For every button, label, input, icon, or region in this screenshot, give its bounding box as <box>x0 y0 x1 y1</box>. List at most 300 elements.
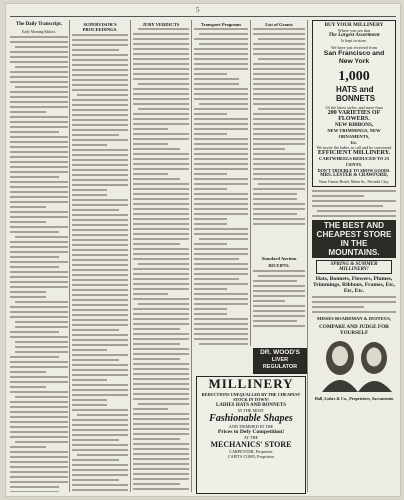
buy-line-4: Is kept in store. <box>341 38 367 43</box>
text-line <box>10 181 68 183</box>
text-line <box>312 296 396 298</box>
text-line <box>258 58 305 60</box>
text-line <box>194 328 248 330</box>
text-line <box>72 49 119 51</box>
text-line <box>72 204 128 206</box>
column-4-heading: Transport Programs <box>200 22 242 27</box>
text-line <box>253 218 305 220</box>
text-line <box>253 63 305 65</box>
buy-line-3: The Largest Assortment <box>328 32 380 38</box>
text-line <box>133 323 189 325</box>
text-line <box>72 69 128 71</box>
text-line <box>10 481 68 483</box>
text-line <box>15 66 68 68</box>
text-line <box>258 275 305 277</box>
text-line <box>72 84 128 86</box>
text-line <box>258 38 305 40</box>
mrs-lester: MRS. LESTER & CRAWFORD, <box>320 173 388 179</box>
text-line <box>72 439 119 441</box>
cartwheels: CARTWHEELS REDUCED TO 25 CENTS. <box>319 156 389 168</box>
text-line <box>10 491 59 492</box>
text-line <box>253 188 305 190</box>
text-line <box>10 466 68 468</box>
text-line <box>10 221 46 223</box>
text-line <box>10 451 68 453</box>
bonnets-label: BONNETS <box>335 93 376 103</box>
efficient-millinery: EFFICIENT MILLINERY. <box>317 149 391 157</box>
text-line <box>10 436 68 438</box>
column-5-heading: List of Grants <box>265 22 293 27</box>
text-line <box>133 213 189 215</box>
footer-ad: Hall, Luhrs & Co., Proprietors, Sacramento <box>314 396 394 402</box>
text-line <box>133 433 189 435</box>
text-line <box>253 123 305 125</box>
text-line <box>133 443 189 445</box>
millinery-line-3: IN THE MOST <box>237 408 265 413</box>
text-line <box>133 113 189 115</box>
text-line <box>72 299 128 301</box>
text-line <box>194 213 248 215</box>
text-line <box>194 148 248 150</box>
ad-column <box>310 20 398 492</box>
text-line <box>72 39 128 41</box>
text-line <box>72 119 128 121</box>
text-line <box>10 271 68 273</box>
text-line <box>10 206 46 208</box>
text-line <box>72 114 128 116</box>
text-line <box>72 334 128 336</box>
text-line <box>72 194 107 196</box>
text-line <box>10 116 68 118</box>
text-line <box>199 103 248 105</box>
text-line <box>72 274 128 276</box>
text-line <box>133 68 189 70</box>
text-line <box>133 143 168 145</box>
text-line <box>194 143 248 145</box>
mechanics-store: MECHANICS' STORE <box>210 440 292 449</box>
text-line <box>133 378 189 380</box>
text-line <box>72 169 128 171</box>
hats-bonnets <box>336 86 375 103</box>
text-line <box>194 298 248 300</box>
text-line <box>133 228 189 230</box>
text-line <box>194 308 227 310</box>
text-line <box>253 320 297 322</box>
text-line <box>194 248 248 250</box>
text-line <box>312 195 364 197</box>
text-line <box>10 366 68 368</box>
text-line <box>72 104 128 106</box>
text-line <box>312 306 364 308</box>
purchases-line: We have just received from <box>331 45 377 50</box>
text-line <box>133 473 189 475</box>
text-line <box>72 484 128 486</box>
text-line <box>10 186 68 188</box>
text-line <box>194 198 248 200</box>
text-line <box>194 173 227 175</box>
text-line <box>133 243 180 245</box>
text-line <box>133 78 189 80</box>
text-line <box>138 303 189 305</box>
text-line <box>138 28 189 30</box>
text-line <box>133 348 189 350</box>
text-line <box>72 224 128 226</box>
text-line <box>194 258 239 260</box>
text-line <box>10 61 68 63</box>
text-line <box>10 391 68 393</box>
text-line <box>138 108 189 110</box>
text-line <box>72 244 128 246</box>
text-line <box>194 78 239 80</box>
text-line <box>194 193 248 195</box>
text-line <box>253 178 305 180</box>
sf-ny-line: San Francisco and New York <box>323 50 385 65</box>
column-6 <box>253 254 305 344</box>
text-line <box>199 238 248 240</box>
text-line <box>133 193 189 195</box>
text-line <box>72 239 128 241</box>
hats-bonnets-block <box>316 67 392 103</box>
text-line <box>133 238 189 240</box>
text-line <box>72 209 119 211</box>
text-line <box>253 300 285 302</box>
text-line <box>10 96 68 98</box>
text-line <box>10 316 68 318</box>
text-line <box>133 463 189 465</box>
text-line <box>72 229 128 231</box>
text-line <box>133 168 189 170</box>
invite-line: We invite the ladies to call and be convinced <box>316 145 392 151</box>
text-line <box>253 88 305 90</box>
text-line <box>253 83 305 85</box>
text-line <box>10 281 68 283</box>
page-number: 5 <box>196 6 200 14</box>
text-line <box>10 471 68 473</box>
text-line <box>10 196 68 198</box>
text-line <box>194 168 248 170</box>
column-rule <box>191 20 192 492</box>
text-line <box>194 318 248 320</box>
text-line <box>253 28 305 30</box>
text-line <box>72 359 119 361</box>
text-line <box>133 138 189 140</box>
text-line <box>194 293 248 295</box>
text-line <box>72 34 128 36</box>
text-line <box>194 278 239 280</box>
text-line <box>10 331 59 333</box>
text-line <box>10 146 68 148</box>
text-line <box>133 413 189 415</box>
column-rule <box>130 20 131 492</box>
column-2-text <box>72 34 128 492</box>
text-line <box>72 459 119 461</box>
text-line <box>312 215 396 217</box>
text-line <box>253 118 305 120</box>
text-line <box>72 219 128 221</box>
column-1-subheading: Early Morning Edition. <box>22 30 56 34</box>
text-line <box>133 233 189 235</box>
text-line <box>72 304 128 306</box>
text-line <box>15 326 68 328</box>
text-line <box>133 338 189 340</box>
new-ribbons: NEW RIBBONS, <box>334 122 374 129</box>
text-line <box>72 389 128 391</box>
text-line <box>133 48 189 50</box>
text-line <box>133 188 189 190</box>
hats-line: Hats, Bonnets, Flowers, Plumes, Trimmings, Ribbons, Frames, Etc, Etc, Etc. <box>312 276 396 295</box>
text-line <box>133 253 189 255</box>
text-line <box>10 306 68 308</box>
text-line <box>133 333 189 335</box>
text-line <box>312 311 396 313</box>
buy-millinery-ad <box>312 20 396 187</box>
text-line <box>10 81 68 83</box>
text-line <box>133 328 180 330</box>
text-line <box>72 449 128 451</box>
text-line <box>15 346 68 348</box>
text-line <box>10 91 68 93</box>
text-line <box>138 83 189 85</box>
text-line <box>10 36 68 38</box>
text-line <box>194 303 248 305</box>
column-1 <box>10 20 68 492</box>
text-line <box>10 226 68 228</box>
text-line <box>72 149 128 151</box>
text-line <box>10 201 68 203</box>
text-line <box>258 183 305 185</box>
text-line <box>72 369 128 371</box>
text-line <box>72 324 128 326</box>
text-line <box>194 188 227 190</box>
text-line <box>133 98 189 100</box>
text-line <box>253 148 285 150</box>
varieties: 200 VARIETIES OF FLOWERS. <box>327 110 381 123</box>
text-line <box>10 41 68 43</box>
text-line <box>10 106 68 108</box>
text-line <box>10 161 68 163</box>
text-line <box>194 108 248 110</box>
text-line <box>10 191 68 193</box>
text-line <box>133 153 189 155</box>
text-line <box>194 38 248 40</box>
text-line <box>10 421 68 423</box>
text-line <box>72 294 128 296</box>
text-line <box>133 248 189 250</box>
buy-title: BUY YOUR MILLINERY <box>324 22 384 28</box>
text-line <box>72 339 128 341</box>
text-line <box>133 428 189 430</box>
text-line <box>253 173 305 175</box>
text-line <box>194 73 227 75</box>
text-line <box>72 164 128 166</box>
text-line <box>10 176 59 178</box>
text-line <box>72 99 128 101</box>
text-line <box>72 284 128 286</box>
text-line <box>194 128 248 130</box>
text-line <box>72 124 128 126</box>
masthead-rule <box>10 16 396 17</box>
text-line <box>194 88 248 90</box>
text-line <box>253 305 305 307</box>
text-line <box>133 148 180 150</box>
text-line <box>194 93 248 95</box>
text-line <box>72 309 128 311</box>
text-line <box>72 384 128 386</box>
text-line <box>72 479 119 481</box>
text-line <box>72 349 107 351</box>
portrait-illustrations <box>312 338 396 394</box>
text-line <box>72 59 128 61</box>
text-line <box>133 93 189 95</box>
text-line <box>194 48 248 50</box>
text-line <box>10 356 59 358</box>
text-line <box>10 336 68 338</box>
text-line <box>15 301 68 303</box>
text-line <box>194 288 227 290</box>
text-line <box>133 488 189 490</box>
text-line <box>253 280 297 282</box>
text-line <box>15 86 68 88</box>
new-trimmings: NEW TRIMMINGS, NEW ORNAMENTS, <box>327 128 381 140</box>
text-line <box>133 88 189 90</box>
text-line <box>253 208 305 210</box>
text-line <box>194 333 248 335</box>
column-rule <box>69 20 70 492</box>
text-line <box>253 203 305 205</box>
text-line <box>194 138 248 140</box>
text-line <box>253 223 305 225</box>
text-line <box>10 416 68 418</box>
column-2-heading: SUPERVISOR'S PROCEEDINGS. <box>82 22 118 33</box>
store-address: Near Union Hotel, Main St., Nevada City. <box>318 179 390 185</box>
text-line <box>133 178 180 180</box>
text-line <box>10 231 59 233</box>
text-line <box>312 301 396 303</box>
best-store-banner: THE BEST AND CHEAPEST STORE IN THE MOUNTAINS. <box>312 220 396 258</box>
text-line <box>194 283 248 285</box>
text-line <box>253 53 305 55</box>
text-line <box>10 126 68 128</box>
text-line <box>194 133 227 135</box>
text-line <box>10 476 68 478</box>
text-line <box>10 256 59 258</box>
text-line <box>72 254 128 256</box>
text-line <box>133 298 189 300</box>
text-line <box>10 411 68 413</box>
text-line <box>194 218 227 220</box>
text-line <box>72 429 128 431</box>
text-line <box>10 406 68 408</box>
text-line <box>72 214 128 216</box>
text-line <box>253 290 305 292</box>
buy-line-2: Where you see that <box>337 28 371 33</box>
text-line <box>253 138 305 140</box>
text-line <box>133 393 189 395</box>
text-line <box>133 458 189 460</box>
text-line <box>72 409 128 411</box>
text-line <box>133 308 189 310</box>
millinery-line-6: AT THE <box>243 435 259 440</box>
text-line <box>72 444 128 446</box>
text-line <box>133 398 189 400</box>
text-line <box>10 241 68 243</box>
text-line <box>133 313 189 315</box>
text-line <box>10 156 68 158</box>
text-line <box>72 269 128 271</box>
text-line <box>10 56 68 58</box>
text-line <box>10 111 46 113</box>
text-line <box>15 46 68 48</box>
text-line <box>133 43 189 45</box>
text-line <box>10 211 68 213</box>
text-line <box>133 33 189 35</box>
text-line <box>10 51 68 53</box>
text-line <box>72 464 128 466</box>
text-line <box>72 364 128 366</box>
text-line <box>15 236 68 238</box>
text-line <box>10 486 59 488</box>
text-line <box>194 83 239 85</box>
text-line <box>253 153 305 155</box>
text-line <box>253 325 305 327</box>
text-line <box>10 456 68 458</box>
column-3-text <box>133 28 189 492</box>
text-line <box>253 33 305 35</box>
text-line <box>133 58 189 60</box>
text-line <box>133 438 180 440</box>
text-line <box>133 173 168 175</box>
text-line <box>133 268 189 270</box>
spring-summer-banner: SPRING & SUMMER MILLINERY! <box>316 260 392 274</box>
text-line <box>72 249 128 251</box>
text-line <box>72 159 128 161</box>
text-line <box>72 419 128 421</box>
text-line <box>77 94 128 96</box>
text-line <box>72 179 128 181</box>
text-line <box>72 44 128 46</box>
text-line <box>72 189 107 191</box>
text-line <box>133 278 189 280</box>
text-line <box>72 279 128 281</box>
text-line <box>133 288 189 290</box>
text-line <box>194 323 248 325</box>
etc-line: Etc. <box>350 140 358 146</box>
millinery-line-2: LADIES HATS AND BONNETS <box>215 403 287 408</box>
text-line <box>72 134 119 136</box>
column-6-subheading: RECEIPTS. <box>268 263 290 269</box>
text-line <box>133 283 189 285</box>
text-line <box>133 383 189 385</box>
text-line <box>253 270 305 272</box>
text-line <box>194 338 248 340</box>
text-line <box>10 101 68 103</box>
millinery-line-7: CARPENTER, Proprietor <box>229 449 273 454</box>
text-line <box>194 228 248 230</box>
text-line <box>312 190 396 192</box>
text-line <box>10 311 68 313</box>
millinery-line-4: AND TRIMMED IN THE <box>228 424 274 429</box>
text-line <box>133 358 180 360</box>
text-line <box>133 423 189 425</box>
text-line <box>133 353 189 355</box>
text-line <box>72 139 128 141</box>
dr-woods-ad <box>253 348 307 374</box>
text-line <box>194 268 248 270</box>
text-line <box>72 199 128 201</box>
text-line <box>72 424 128 426</box>
text-line <box>133 223 189 225</box>
text-line <box>133 118 189 120</box>
